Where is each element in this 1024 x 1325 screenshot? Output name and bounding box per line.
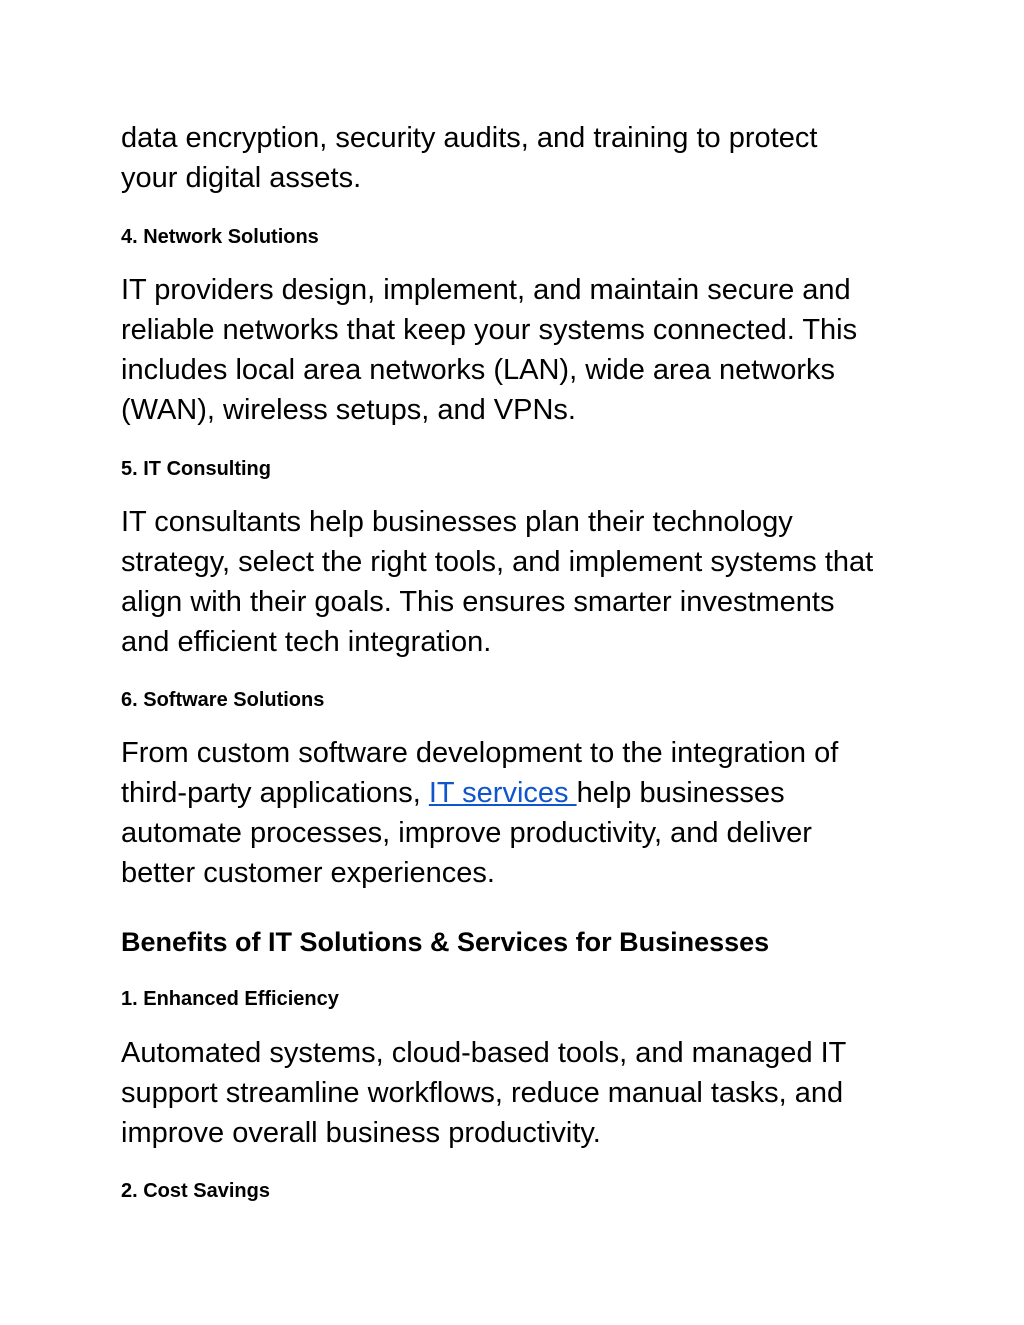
paragraph-line: From custom software development to the integration of <box>121 737 839 769</box>
section-heading-it-consulting: 5. IT Consulting <box>121 458 271 480</box>
paragraph-line: includes local area networks (LAN), wide area networks <box>121 354 836 386</box>
benefits-heading: Benefits of IT Solutions & Services for Businesses <box>121 927 770 957</box>
paragraph-line: align with their goals. This ensures smarter investments <box>121 586 835 618</box>
paragraph-line: your digital assets. <box>121 162 362 194</box>
paragraph-line: reliable networks that keep your systems connected. This <box>121 314 858 346</box>
section-heading-network-solutions: 4. Network Solutions <box>121 226 319 248</box>
benefit-heading-cost-savings: 2. Cost Savings <box>121 1180 270 1202</box>
software-solutions-paragraph <box>121 733 838 893</box>
network-solutions-paragraph <box>121 270 857 430</box>
paragraph-line: better customer experiences. <box>121 857 495 889</box>
paragraph-line: IT consultants help businesses plan their technology <box>121 506 793 538</box>
paragraph-line: support streamline workflows, reduce manual tasks, and <box>121 1077 844 1109</box>
paragraph-line: improve overall business productivity. <box>121 1117 601 1149</box>
paragraph-line: IT providers design, implement, and maintain secure and <box>121 274 851 306</box>
enhanced-efficiency-paragraph <box>121 1033 846 1153</box>
section-heading-software-solutions: 6. Software Solutions <box>121 689 325 711</box>
paragraph-line: Automated systems, cloud-based tools, and managed IT <box>121 1037 847 1069</box>
intro-paragraph <box>121 118 817 198</box>
it-services-link[interactable]: IT services <box>428 777 577 809</box>
paragraph-line-with-link <box>121 773 838 813</box>
paragraph-line: strategy, select the right tools, and implement systems that <box>121 546 874 578</box>
benefit-heading-enhanced-efficiency: 1. Enhanced Efficiency <box>121 988 339 1010</box>
link-prefix-text: third-party applications, <box>121 777 429 809</box>
link-suffix-text: help businesses <box>576 777 785 809</box>
it-consulting-paragraph <box>121 502 873 662</box>
paragraph-line: automate processes, improve productivity, and deliver <box>121 817 812 849</box>
paragraph-line: data encryption, security audits, and training to protect <box>121 122 818 154</box>
document-page <box>121 0 921 1325</box>
paragraph-line: (WAN), wireless setups, and VPNs. <box>121 394 576 426</box>
paragraph-line: and efficient tech integration. <box>121 626 492 658</box>
